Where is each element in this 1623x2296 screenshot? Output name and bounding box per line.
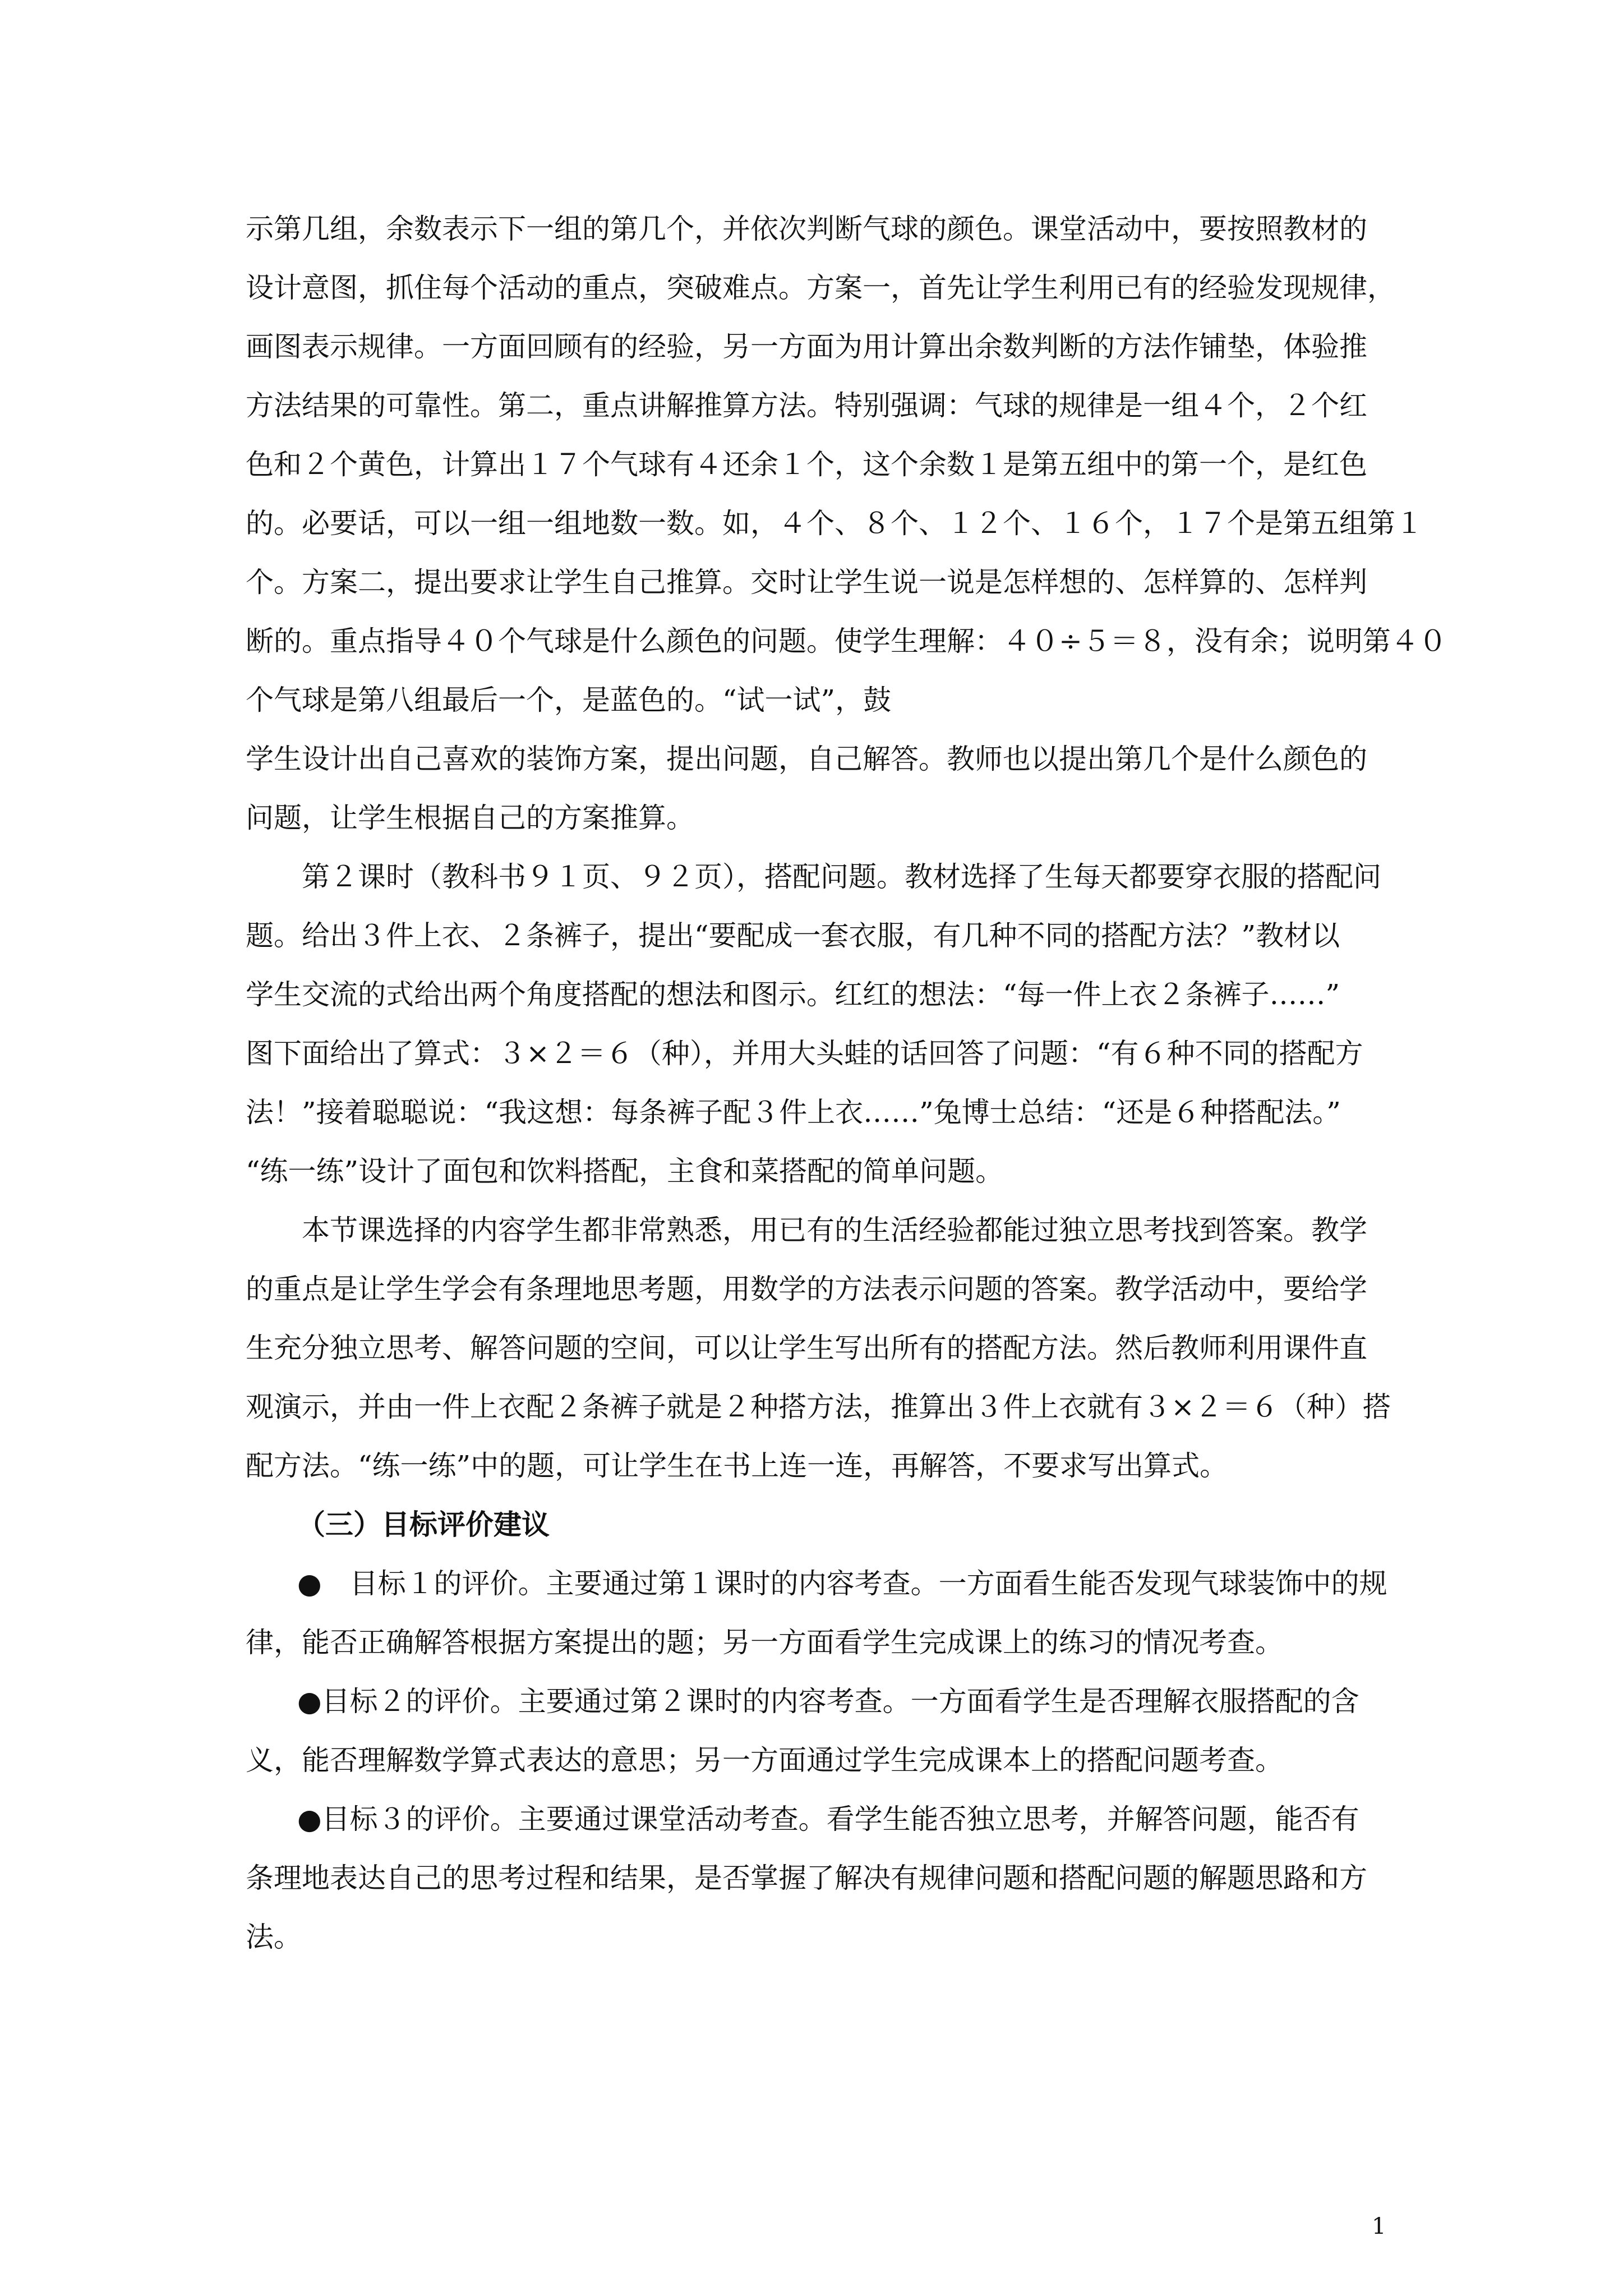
text-line: 方法结果的可靠性。第二，重点讲解推算方法。特别强调：气球的规律是一组４个，２个红 bbox=[246, 389, 1367, 422]
text-line: 法！”接着聪聪说：“我这想：每条裤子配３件上衣……”兔博士总结：“还是６种搭配法。” bbox=[246, 1096, 1341, 1129]
text-line: 学生设计出自己喜欢的装饰方案，提出问题，自己解答。教师也以提出第几个是什么颜色的 bbox=[246, 743, 1367, 775]
text-line: 的重点是让学生学会有条理地思考题，用数学的方法表示问题的答案。教学活动中，要给学 bbox=[246, 1273, 1367, 1305]
text-line: 设计意图，抓住每个活动的重点，突破难点。方案一，首先让学生利用已有的经验发现规律， bbox=[246, 272, 1395, 304]
text-line: 条理地表达自己的思考过程和结果，是否掌握了解决有规律问题和搭配问题的解题思路和方 bbox=[246, 1862, 1367, 1894]
text-line: 个气球是第八组最后一个，是蓝色的。“试一试”，鼓 bbox=[246, 684, 892, 716]
text-line: 示第几组，余数表示下一组的第几个，并依次判断气球的颜色。课堂活动中，要按照教材的 bbox=[246, 213, 1367, 245]
text-line: 本节课选择的内容学生都非常熟悉，用已有的生活经验都能过独立思考找到答案。教学 bbox=[302, 1214, 1367, 1246]
text-line: 题。给出３件上衣、２条裤子，提出“要配成一套衣服，有几种不同的搭配方法？”教材以 bbox=[246, 919, 1340, 952]
text-line: 义，能否理解数学算式表达的意思；另一方面通过学生完成课本上的搭配问题考查。 bbox=[246, 1744, 1283, 1777]
page-number: 1 bbox=[1372, 2214, 1386, 2239]
text-line: 断的。重点指导４０个气球是什么颜色的问题。使学生理解：４０÷５＝８，没有余；说明第４０ bbox=[246, 625, 1447, 657]
text-line: 第２课时（教科书９１页、９２页），搭配问题。教材选择了生每天都要穿衣服的搭配问 bbox=[302, 861, 1381, 893]
text-line: 学生交流的式给出两个角度搭配的想法和图示。红红的想法：“每一件上衣２条裤子……” bbox=[246, 978, 1340, 1011]
text-line: 色和２个黄色，计算出１７个气球有４还余１个，这个余数１是第五组中的第一个，是红色 bbox=[246, 448, 1367, 481]
text-line: 个。方案二，提出要求让学生自己推算。交时让学生说一说是怎样想的、怎样算的、怎样判 bbox=[246, 566, 1367, 599]
bullet-line: ●目标２的评价。主要通过第２课时的内容考查。一方面看学生是否理解衣服搭配的含 bbox=[297, 1685, 1359, 1718]
text-line: 律，能否正确解答根据方案提出的题；另一方面看学生完成课上的练习的情况考查。 bbox=[246, 1626, 1283, 1659]
text-line: 生充分独立思考、解答问题的空间，可以让学生写出所有的搭配方法。然后教师利用课件直 bbox=[246, 1332, 1367, 1364]
text-line: 画图表示规律。一方面回顾有的经验，另一方面为用计算出余数判断的方法作铺垫，体验推 bbox=[246, 330, 1367, 363]
text-line: 配方法。“练一练”中的题，可让学生在书上连一连，再解答，不要求写出算式。 bbox=[246, 1450, 1228, 1482]
text-line: 问题，让学生根据自己的方案推算。 bbox=[246, 802, 694, 834]
bullet-line: ●目标３的评价。主要通过课堂活动考查。看学生能否独立思考，并解答问题，能否有 bbox=[297, 1803, 1359, 1835]
text-line: 观演示，并由一件上衣配２条裤子就是２种搭方法，推算出３件上衣就有３×２＝６（种）搭 bbox=[246, 1391, 1391, 1423]
section-heading: （三）目标评价建议 bbox=[297, 1508, 550, 1541]
text-line: “练一练”设计了面包和饮料搭配，主食和菜搭配的简单问题。 bbox=[246, 1155, 1004, 1188]
text-line: 图下面给出了算式：３×２＝６（种），并用大头蛙的话回答了问题：“有６种不同的搭配方 bbox=[246, 1037, 1363, 1070]
bullet-line: ● 目标１的评价。主要通过第１课时的内容考查。一方面看生能否发现气球装饰中的规 bbox=[297, 1567, 1387, 1600]
text-line: 的。必要话，可以一组一组地数一数。如，４个、８个、１２个、１６个，１７个是第五组第１ bbox=[246, 507, 1423, 540]
text-line: 法。 bbox=[246, 1921, 302, 1953]
